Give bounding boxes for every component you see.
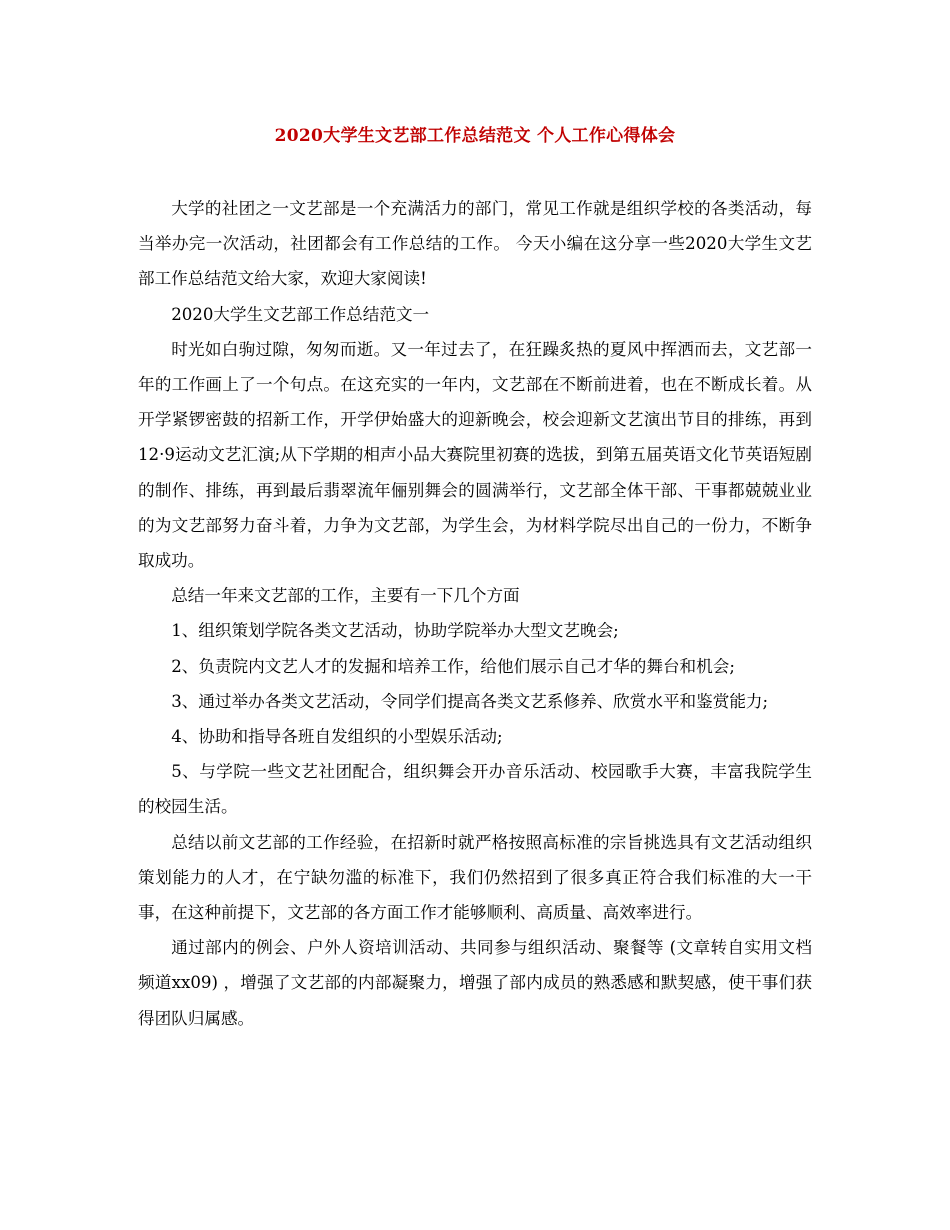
list-item-1: 1、组织策划学院各类文艺活动，协助学院举办大型文艺晚会;	[171, 621, 619, 641]
paragraph-experience: 总结以前文艺部的工作经验，在招新时就严格按照高标准的宗旨挑选具有文艺活动组织策划能力的人才，在宁缺勿滥的标准下，我们仍然招到了很多真正符合我们标准的大一干事，在这种前提下，文艺部的各方面工作才能够顺利、高质量、高效率进行。	[138, 832, 812, 923]
paragraph-review: 时光如白驹过隙，匆匆而逝。又一年过去了，在狂躁炙热的夏风中挥洒而去，文艺部一年的工作画上了一个句点。在这充实的一年内，文艺部在不断前进着，也在不断成长着。从开学紧锣密鼓的招新工作，开学伊始盛大的迎新晚会，校会迎新文艺演出节目的排练，再到12·9运动文艺汇演;从下学期的相声小品大赛院里初赛的选拔，到第五届英语文化节英语短剧的制作、排练，再到最后翡翠流年俪别舞会的圆满举行，文艺部全体干部、干事都兢兢业业的为文艺部努力奋斗着，力争为文艺部，为学生会，为材料学院尽出自己的一份力，不断争取成功。	[138, 339, 812, 571]
paragraph-subheading: 2020大学生文艺部工作总结范文一	[171, 304, 430, 324]
document-title: 2020大学生文艺部工作总结范文 个人工作心得体会	[274, 126, 676, 146]
paragraph-intro: 大学的社团之一文艺部是一个充满活力的部门，常见工作就是组织学校的各类活动，每当举办完一次活动，社团都会有工作总结的工作。 今天小编在这分享一些2020大学生文艺部工作总结范文给大家，欢迎大家阅读!	[138, 199, 812, 289]
paragraph-summary-intro: 总结一年来文艺部的工作，主要有一下几个方面	[171, 586, 520, 606]
list-item-4: 4、协助和指导各班自发组织的小型娱乐活动;	[171, 727, 503, 747]
document-body	[138, 191, 812, 1036]
list-item-2: 2、负责院内文艺人才的发掘和培养工作，给他们展示自己才华的舞台和机会;	[171, 656, 735, 676]
list-item-5: 5、与学院一些文艺社团配合，组织舞会开办音乐活动、校园歌手大赛，丰富我院学生的校园生活。	[138, 762, 812, 817]
paragraph-cohesion: 通过部内的例会、户外人资培训活动、共同参与组织活动、聚餐等 (文章转自实用文档频道xx09) ，增强了文艺部的内部凝聚力，增强了部内成员的熟悉感和默契感，使干事们获得团队归属感。	[138, 938, 812, 1028]
list-item-3: 3、通过举办各类文艺活动，令同学们提高各类文艺系修养、欣赏水平和鉴赏能力;	[171, 691, 769, 711]
